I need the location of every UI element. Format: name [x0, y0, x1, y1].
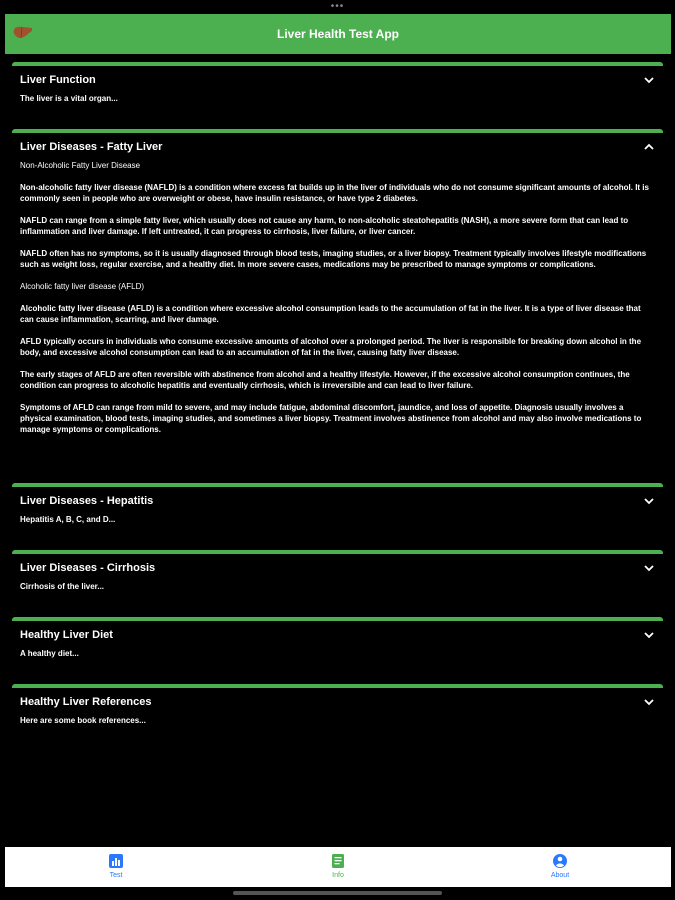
section-title[interactable]: Liver Function	[20, 74, 96, 86]
section-title[interactable]: Healthy Liver References	[20, 696, 152, 708]
app-header	[5, 14, 671, 54]
accordion-liver-function[interactable]	[12, 62, 663, 129]
chevron-down-icon[interactable]	[643, 696, 655, 708]
bottom-tab-bar	[5, 847, 671, 887]
tab-label: Info	[332, 872, 344, 879]
section-title[interactable]: Liver Diseases - Hepatitis	[20, 495, 154, 507]
tab-test[interactable]	[5, 847, 227, 887]
paragraph: Non-alcoholic fatty liver disease (NAFLD) is a condition where excess fat builds up in the liver of individuals who do not consume significant amounts of alcohol. It is commonly seen in people who are overweight or obese, have insulin resistance, or have type 2 diabetes.	[20, 183, 649, 203]
accordion-healthy-diet[interactable]	[12, 617, 663, 684]
chevron-down-icon[interactable]	[643, 74, 655, 86]
chevron-down-icon[interactable]	[643, 562, 655, 574]
tab-info[interactable]	[227, 847, 449, 887]
app-title: Liver Health Test App	[276, 27, 400, 41]
bar-chart-icon	[109, 854, 123, 868]
section-title[interactable]: Healthy Liver Diet	[20, 629, 113, 641]
chevron-down-icon[interactable]	[643, 495, 655, 507]
accordion-list	[12, 62, 663, 751]
section-summary: Here are some book references...	[20, 716, 146, 725]
accordion-references[interactable]	[12, 684, 663, 751]
section-summary: Hepatitis A, B, C, and D...	[20, 515, 116, 524]
tab-label: Test	[109, 872, 123, 879]
paragraph: AFLD typically occurs in individuals who consume excessive amounts of alcohol over a prolonged period. The liver is responsible for breaking down alcohol in the body, and excessive alcohol consumption can lead to an accumulation of fat in the liver, causing fatty liver disease.	[20, 337, 642, 357]
section-summary: A healthy diet...	[20, 649, 79, 658]
paragraph: Alcoholic fatty liver disease (AFLD) is a condition where excessive alcohol consumption leads to the accumulation of fat in the liver. It is a type of liver disease that can cause inflammation, scarring, and liver damage.	[20, 304, 641, 324]
home-indicator[interactable]	[233, 891, 442, 895]
subheading-nafld: Non-Alcoholic Fatty Liver Disease	[20, 161, 141, 170]
paragraph: NAFLD often has no symptoms, so it is usually diagnosed through blood tests, imaging studies, or a liver biopsy. Treatment typically involves lifestyle modifications such as weight loss, regular exercise, and a healthy diet. In more severe cases, medications may be prescribed to manage symptoms or complications.	[20, 249, 647, 269]
chevron-up-icon[interactable]	[643, 141, 655, 153]
subheading-afld: Alcoholic fatty liver disease (AFLD)	[20, 282, 145, 291]
section-title[interactable]: Liver Diseases - Cirrhosis	[20, 562, 156, 574]
section-summary: The liver is a vital organ...	[20, 94, 118, 103]
paragraph: The early stages of AFLD are often reversible with abstinence from alcohol and a healthy lifestyle. However, if the excessive alcohol consumption continues, the condition can progress to alcoholic hepatitis and eventually cirrhosis, which is irreversible and can lead to liver failure.	[20, 370, 630, 390]
paragraph: Symptoms of AFLD can range from mild to severe, and may include fatigue, abdominal discomfort, jaundice, and loss of appetite. Diagnosis usually involves a physical examination, blood tests, imaging studies, and sometimes a liver biopsy. Treatment involves abstinence from alcohol and may also involve medications to manage symptoms or complications.	[20, 403, 642, 434]
tab-about[interactable]	[449, 847, 671, 887]
multitasking-dots[interactable]: •••	[330, 1, 345, 12]
accordion-cirrhosis[interactable]	[12, 550, 663, 617]
liver-logo-icon	[13, 25, 33, 41]
accordion-hepatitis[interactable]	[12, 483, 663, 550]
paragraph: NAFLD can range from a simple fatty liver, which usually does not cause any harm, to non-alcoholic steatohepatitis (NASH), a more severe form that can lead to inflammation and liver damage. If left untreated, it can progress to cirrhosis, liver failure, or liver cancer.	[20, 216, 629, 236]
document-icon	[331, 854, 345, 868]
tab-label: About	[550, 872, 570, 879]
section-title[interactable]: Liver Diseases - Fatty Liver	[20, 141, 163, 153]
accordion-fatty-liver[interactable]	[12, 129, 663, 483]
section-summary: Cirrhosis of the liver...	[20, 582, 105, 591]
chevron-down-icon[interactable]	[643, 629, 655, 641]
account-circle-icon	[553, 854, 567, 868]
